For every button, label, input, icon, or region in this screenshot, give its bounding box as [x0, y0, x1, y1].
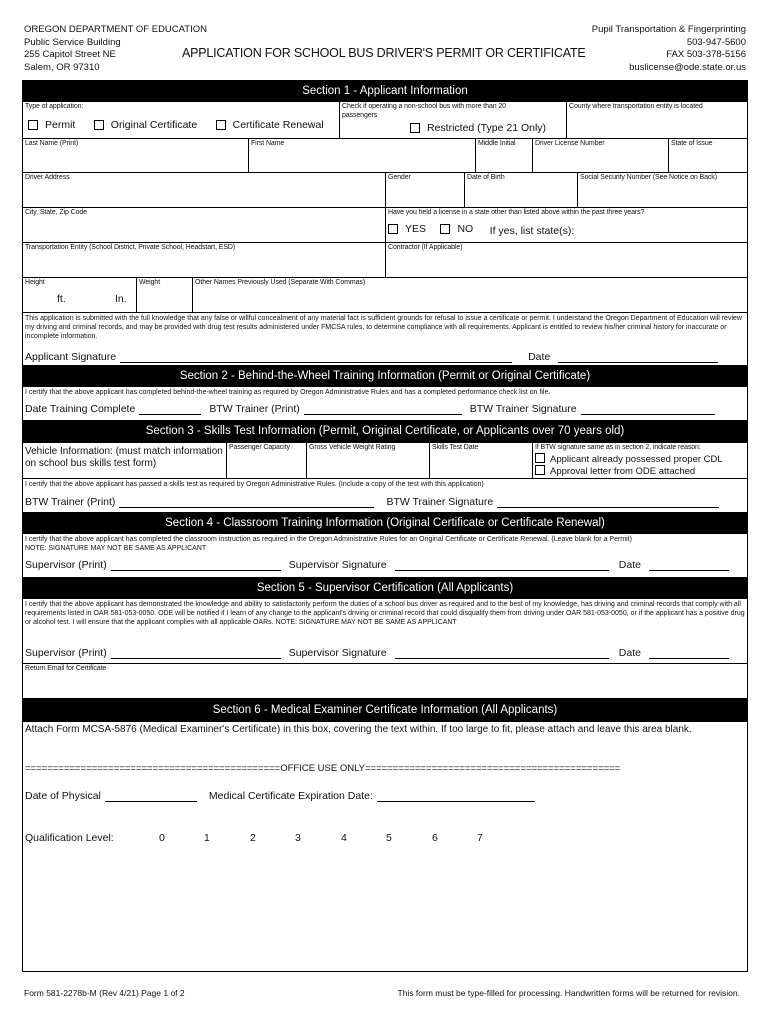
section4-header: Section 4 - Classroom Training Information (Original Certificate or Certificate Renewal)	[23, 512, 747, 534]
section2-certification: I certify that the above applicant has completed behind-the-wheel training as required by Oregon Administrative Rules and has a completed performance check list on file.	[25, 389, 551, 396]
section5-certification: I certify that the above applicant has demonstrated the knowledge and ability to satisfactorily perform the duties of a school bus driver as required and to the best of my knowledge, has driving and criminal records that comply with all requirements listed in OAR 581-053-0050. ODE will be notified if I learn of any change to the applicant's driving or criminal record that could disqualify them from driving under OAR 581-053-0050, or if the applicant has a positive drug or alcohol test. I will ensure that the applicant complies with all applicable OARs. NOTE: SIGNATURE MAY NOT BE SAME AS APPLICANT	[25, 601, 745, 626]
agency-line: Public Service Building	[24, 36, 121, 48]
vehicle-information: Vehicle Information: (must match information on school bus skills test form)	[23, 443, 227, 478]
middle-initial-field[interactable]: Middle Initial	[476, 139, 533, 172]
passenger-capacity-field[interactable]: Passenger Capacity	[227, 443, 307, 478]
btw-trainer-signature-field[interactable]	[581, 404, 715, 415]
agency-line: Salem, OR 97310	[24, 61, 100, 73]
checkbox[interactable]	[535, 465, 545, 475]
agency-line: OREGON DEPARTMENT OF EDUCATION	[24, 24, 207, 35]
date-of-physical-field[interactable]	[105, 791, 197, 802]
name-row	[23, 139, 747, 173]
agency-address	[24, 24, 207, 74]
date-of-birth-field[interactable]: Date of Birth	[465, 173, 578, 207]
county-label: County where transportation entity is located	[569, 103, 703, 110]
qualification-level-option[interactable]: 6	[432, 832, 438, 844]
last-name-field[interactable]: Last Name (Print)	[23, 139, 249, 172]
form-title: APPLICATION FOR SCHOOL BUS DRIVER'S PERMIT OR CERTIFICATE	[182, 46, 586, 60]
reason-ode-letter[interactable]: Approval letter from ODE attached	[535, 465, 745, 477]
ssn-field[interactable]: Social Security Number (See Notice on Back)	[580, 174, 717, 181]
section3-certification: I certify that the above applicant has passed a skills test as required by Oregon Administrative Rules. (Include a copy of the test with this application)	[25, 481, 484, 488]
classroom-supervisor-signature-field[interactable]	[395, 560, 609, 571]
gvwr-field[interactable]: Gross Vehicle Weight Rating	[307, 443, 430, 478]
height-field[interactable]: Height ft. In.	[23, 278, 137, 312]
supervisor-signature-field[interactable]	[395, 648, 609, 659]
classroom-date-field[interactable]	[649, 560, 729, 571]
other-state-license: Have you held a license in a state other than listed above within the past three years? YES NO If yes, list state(s):	[388, 209, 645, 237]
state-of-issue-field[interactable]: State of Issue	[671, 140, 713, 147]
non-school-bus-check	[340, 102, 567, 138]
physical-dates-line: Date of Physical Medical Certificate Expiration Date:	[25, 790, 535, 802]
option-certificate-renewal[interactable]: Certificate Renewal	[216, 119, 324, 131]
skills-trainer-signature-field[interactable]	[497, 497, 719, 508]
skills-test-row	[23, 442, 747, 479]
checkbox[interactable]	[535, 453, 545, 463]
qualification-level-option[interactable]: 5	[386, 832, 392, 844]
qualification-level: Qualification Level:	[25, 832, 114, 844]
applicant-statement: This application is submitted with the full knowledge that any false or willful concealment of any material fact is sufficient grounds for refusal to issue a certificate or permit. I understand the Oregon Department of Education will review my driving and criminal records, and may be provided with drug test results administered under FMCSA rules, to determine compliance with all requirements. Applicant is entitled to review his/her criminal history for inaccurate or incomplete information.	[25, 315, 742, 340]
office-use-divider: ==============================================OFFICE USE ONLY==============================================	[25, 763, 621, 774]
checkbox[interactable]	[28, 120, 38, 130]
skills-test-date-field[interactable]: Skills Test Date	[430, 443, 533, 478]
entity-row	[23, 243, 747, 278]
qualification-level-option[interactable]: 4	[341, 832, 347, 844]
option-restricted[interactable]: Restricted (Type 21 Only)	[410, 122, 546, 134]
btw-same-reason: If BTW signature same as in section 2, indicate reason: Applicant already possessed proper CDL Approval letter from ODE attached	[533, 443, 747, 478]
section6-header: Section 6 - Medical Examiner Certificate Information (All Applicants)	[23, 698, 747, 722]
return-email-field[interactable]: Return Email for Certificate	[25, 665, 107, 672]
contractor-field[interactable]: Contractor (If Applicable)	[388, 244, 463, 251]
attach-instructions: Attach Form MCSA-5876 (Medical Examiner's Certificate) in this box, covering the text within. If too large to fit, please attach and leave this area blank.	[25, 724, 692, 735]
application-form	[22, 80, 748, 972]
physical-row	[23, 278, 747, 313]
checkbox[interactable]	[216, 120, 226, 130]
checkbox[interactable]	[410, 123, 420, 133]
reason-cdl[interactable]: Applicant already possessed proper CDL	[535, 453, 745, 465]
other-names-field[interactable]: Other Names Previously Used (Separate With Commas)	[195, 279, 366, 286]
option-permit[interactable]: Permit	[28, 119, 75, 131]
section4-certification: I certify that the above applicant has completed the classroom instruction as required in the Oregon Administrative Rules for an Original Certificate or Certificate Renewal. (Leave blank for a Permit)	[25, 536, 632, 543]
section2-header: Section 2 - Behind-the-Wheel Training Information (Permit or Original Certificate)	[23, 365, 747, 387]
applicant-signature-line: Applicant Signature Date	[23, 347, 747, 365]
btw-training-line: Date Training Complete BTW Trainer (Print) BTW Trainer Signature	[23, 398, 747, 417]
training-date-field[interactable]	[139, 404, 201, 415]
qualification-level-option[interactable]: 0	[159, 832, 165, 844]
supervisor-date-field[interactable]	[649, 648, 729, 659]
qualification-level-option[interactable]: 7	[477, 832, 483, 844]
address-row	[23, 173, 747, 208]
qualification-level-option[interactable]: 2	[250, 832, 256, 844]
driver-address-field[interactable]: Driver Address	[23, 173, 386, 207]
driver-license-field[interactable]: Driver License Number	[533, 139, 669, 172]
contact-info	[592, 24, 746, 74]
option-yes[interactable]: YES	[388, 223, 426, 235]
btw-trainer-print-field[interactable]	[304, 404, 462, 415]
type-of-application	[23, 102, 340, 138]
qualification-level-option[interactable]: 3	[295, 832, 301, 844]
classroom-supervisor-line: Supervisor (Print) Supervisor Signature Date	[23, 554, 747, 573]
section5-header: Section 5 - Supervisor Certification (All Applicants)	[23, 577, 747, 599]
contact-line: FAX 503-378-5156	[666, 49, 746, 60]
weight-field[interactable]: Weight	[137, 278, 193, 312]
form-id: Form 581-2278b-M (Rev 4/21) Page 1 of 2	[24, 988, 185, 998]
checkbox[interactable]	[440, 224, 450, 234]
supervisor-print-field[interactable]	[111, 648, 281, 659]
skills-trainer-line: BTW Trainer (Print) BTW Trainer Signature	[23, 490, 747, 510]
city-row	[23, 208, 747, 243]
gender-field[interactable]: Gender	[386, 173, 465, 207]
county-field[interactable]	[567, 102, 747, 138]
expiration-date-field[interactable]	[377, 791, 535, 802]
supervisor-certification-line: Supervisor (Print) Supervisor Signature Date	[23, 643, 747, 664]
in-label: In.	[115, 293, 127, 305]
classroom-supervisor-print-field[interactable]	[111, 560, 281, 571]
contact-line: 503-947-5600	[686, 36, 746, 48]
agency-line: 255 Capitol Street NE	[24, 49, 116, 60]
section3-header: Section 3 - Skills Test Information (Permit, Original Certificate, or Applicants over 70 years old)	[23, 420, 747, 442]
applicant-signature-field[interactable]	[120, 352, 512, 363]
medical-certificate-box[interactable]	[23, 722, 747, 972]
applicant-date-field[interactable]	[558, 352, 718, 363]
transportation-entity-field[interactable]: Transportation Entity (School District, Private School, Headstart, ESD)	[23, 243, 386, 277]
option-original-certificate[interactable]: Original Certificate	[94, 119, 197, 131]
non-school-label: Check if operating a non-school bus with more than 20 passengers	[342, 103, 506, 119]
contact-line: Pupil Transportation & Fingerprinting	[591, 24, 746, 35]
contact-email: buslicense@ode.state.or.us	[629, 61, 746, 73]
type-label: Type of application:	[25, 103, 84, 110]
option-no[interactable]: NO	[440, 223, 473, 235]
application-type-row	[23, 102, 747, 139]
skills-trainer-print-field[interactable]	[119, 497, 374, 508]
city-state-zip-field[interactable]: City, State, Zip Code	[23, 208, 386, 242]
checkbox[interactable]	[94, 120, 104, 130]
checkbox[interactable]	[388, 224, 398, 234]
type-fill-notice: This form must be type-filled for processing. Handwritten forms will be returned for revision.	[397, 988, 740, 998]
qualification-level-option[interactable]: 1	[204, 832, 210, 844]
if-yes-label: If yes, list state(s):	[489, 224, 575, 237]
section4-note: NOTE: SIGNATURE MAY NOT BE SAME AS APPLICANT	[25, 545, 207, 552]
first-name-field[interactable]: First Name	[249, 139, 476, 172]
ft-label: ft.	[57, 293, 66, 305]
section1-header: Section 1 - Applicant Information	[23, 80, 747, 102]
